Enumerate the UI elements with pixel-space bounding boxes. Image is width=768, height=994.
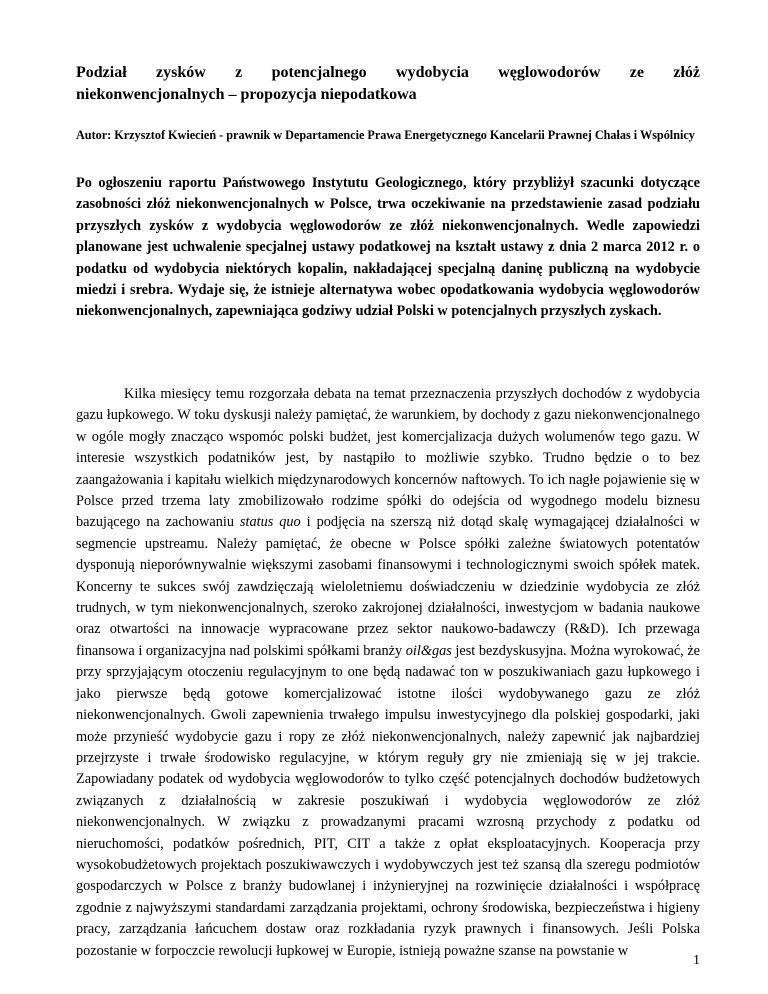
body-text-1: Kilka miesięcy temu rozgorzała debata na temat przeznaczenia przyszłych dochodów z wydobycia gazu łupkowego. W toku dyskusji należy pamiętać, że warunkiem, by dochody z gazu niekonwencjonalnego w ogóle mogły znacząco wspomóc polski budżet, jest komercjalizacja dużych wolumenów tego gazu. W interesie wszystkich podatników jest, by nastąpiło to możliwie szybko. Trudno będzie o to bez zaangażowania i kapitału wielkich międzynarodowych koncernów naftowych. To ich nagłe pojawienie się w Polsce przed trzema laty zmobilizowało rodzime spółki do odejścia od wygodnego modelu biznesu bazującego na zachowaniu bbox=[76, 386, 700, 531]
body-text-2: i podjęcia na szerszą niż dotąd skalę wymagającej działalności w segmencie upstreamu. Należy pamiętać, że obecne w Polsce spółki zależne światowych potentatów dysponują nieporównywalnie większymi zasobami finansowymi i technologicznymi swoich spółek matek. Koncerny te sukces swój zawdzięczają wieloletniemu doświadczeniu w dziedzinie wydobycia ze złóż trudnych, w tym niekonwencjonalnych, szeroko zakrojonej działalności, inwestycjom w badania naukowe oraz otwartości na innowacje wypracowane przez sektor naukowo-badawczy (R&D). Ich przewaga finansowa i organizacyjna nad polskimi spółkami branży bbox=[76, 514, 700, 659]
body-italic-oil-gas: oil&gas bbox=[405, 642, 452, 659]
lead-paragraph: Po ogłoszeniu raportu Państwowego Instytutu Geologicznego, który przybliżył szacunki dotyczące zasobności złóż niekonwencjonalnych w Polsce, trwa oczekiwanie na przedstawienie zasad podziału przyszłych zysków z wydobycia węglowodorów ze złóż niekonwencjonalnych. Wedle zapowiedzi planowane jest uchwalenie specjalnej ustawy podatkowej na kształt ustawy z dnia 2 marca 2012 r. o podatku od wydobycia niektórych kopalin, nakładającej specjalną daninę publiczną na wydobycie miedzi i srebra. Wydaje się, że istnieje alternatywa wobec opodatkowania wydobycia węglowodorów niekonwencjonalnych, zapewniająca godziwy udział Polski w potencjalnych przyszłych zyskach. bbox=[76, 175, 700, 320]
article-title bbox=[76, 62, 700, 106]
body-paragraph bbox=[76, 384, 700, 962]
author-line: Autor: Krzysztof Kwiecień - prawnik w Departamencie Prawa Energetycznego Kancelarii Prawnej Chałas i Wspólnicy bbox=[76, 128, 695, 142]
body-text-3: jest bezdyskusyjna. Można wyrokować, że przy sprzyjającym otoczeniu regulacyjnym to one będą nadawać ton w poszukiwaniach gazu łupkowego i jako pierwsze będą gotowe komercjalizować istotne ilości wydobywanego gazu ze złóż niekonwencjonalnych. Gwoli zapewnienia trwałego impulsu inwestycyjnego dla polskiej gospodarki, jaki może przynieść wydobycie gazu i ropy ze złóż niekonwencjonalnych, należy zapewnić jak najbardziej przejrzyste i trwałe środowisko regulacyjne, w którym reguły gry nie zmieniają się w jej trakcie. Zapowiadany podatek od wydobycia węglowodorów to tylko część potencjalnych dochodów budżetowych związanych z działalnością w zakresie poszukiwań i wydobycia węglowodorów ze złóż niekonwencjonalnych. W związku z prowadzanymi pracami wzrosną przychody z podatku od nieruchomości, podatków pośrednich, PIT, CIT a także z opłat eksploatacyjnych. Kooperacja przy wysokobudżetowych projektach poszukiwawczych i wydobywczych jest też szansą dla szeregu podmiotów gospodarczych w Polsce z branży budowlanej i inżynieryjnej na rozwinięcie działalności i współpracę zgodnie z najwyższymi standardami zarządzania projektami, ochrony środowiska, bezpieczeństwa i higieny pracy, zarządzania łańcuchem dostaw oraz rozkładania ryzyk prawnych i finansowych. Jeśli Polska pozostanie w forpoczcie rewolucji łupkowej w Europie, istnieją poważne szanse na powstanie w bbox=[76, 642, 701, 959]
title-line-1: Podział zysków z potencjalnego wydobycia węglowodorów ze złóż bbox=[76, 64, 700, 81]
title-line-2: niekonwencjonalnych – propozycja niepodatkowa bbox=[76, 86, 417, 103]
page-number: 1 bbox=[693, 953, 700, 968]
body-italic-status-quo: status quo bbox=[239, 514, 301, 531]
